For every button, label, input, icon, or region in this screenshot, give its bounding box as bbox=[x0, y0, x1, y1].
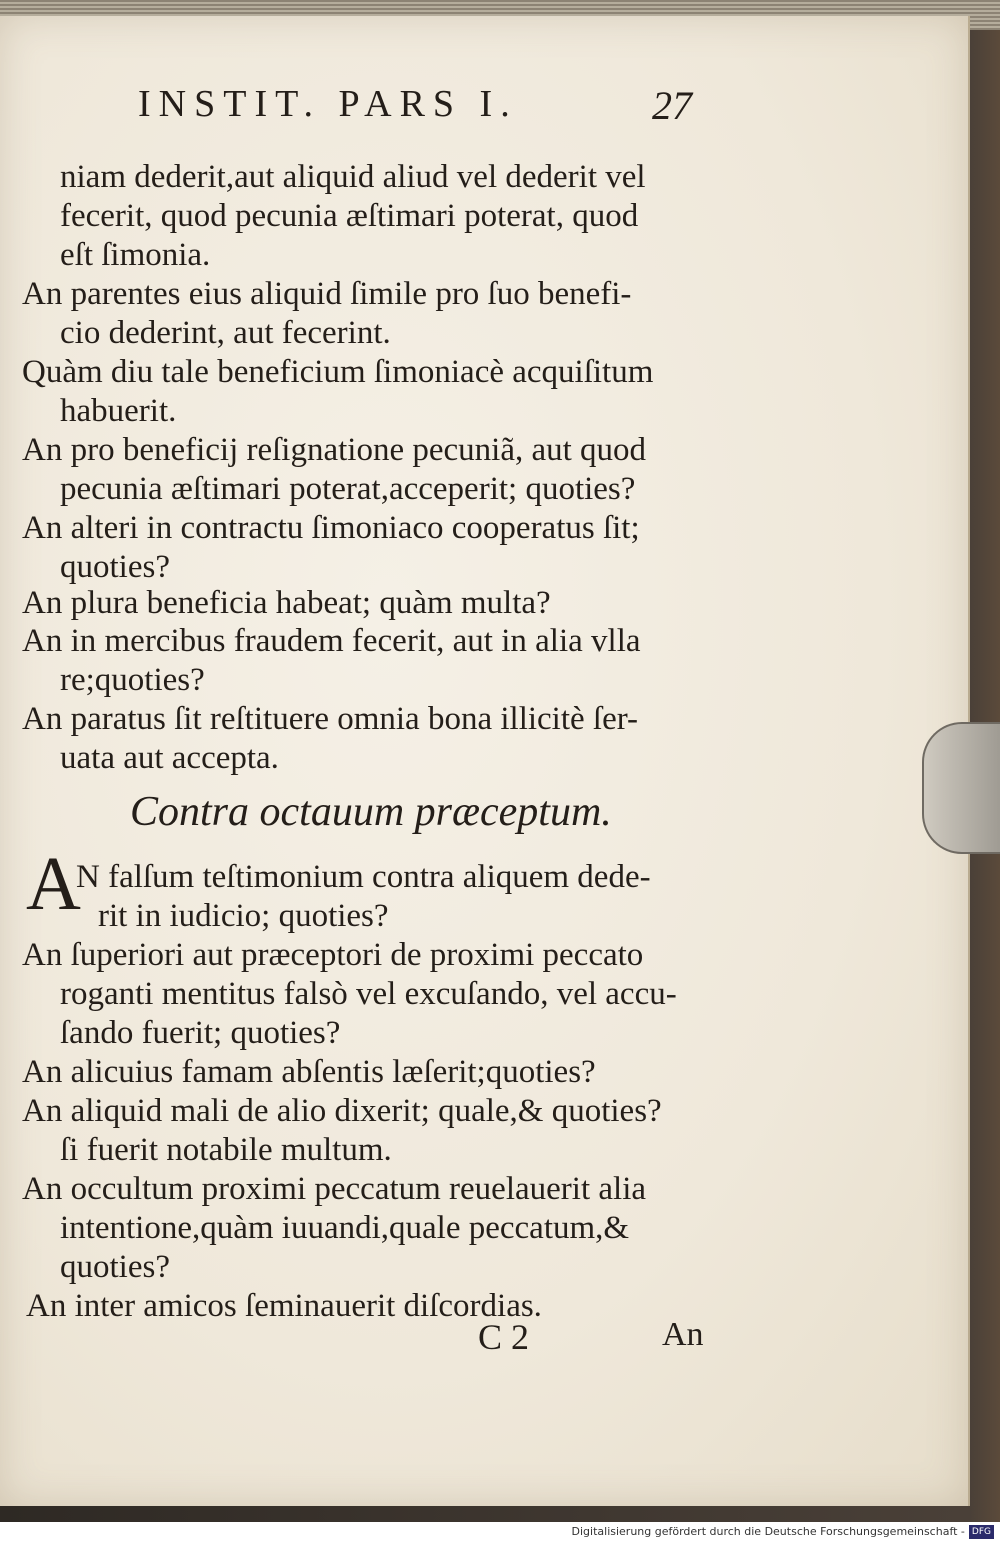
text-line: An aliquid mali de alio dixerit; quale,& quoties? bbox=[22, 1093, 662, 1129]
text-line: An alteri in contractu ſimoniaco cooperatus ſit; bbox=[22, 510, 640, 546]
text-line: ſando fuerit; quoties? bbox=[60, 1015, 341, 1051]
text-line: An paratus ſit reſtituere omnia bona illicitè ſer- bbox=[22, 701, 639, 737]
text-line: eſt ſimonia. bbox=[60, 237, 211, 273]
signature-mark: C 2 bbox=[478, 1317, 530, 1357]
text-line: niam dederit,aut aliquid aliud vel dederit vel bbox=[60, 159, 646, 195]
footer-credit: Digitalisierung gefördert durch die Deutsche Forschungsgemeinschaft - bbox=[571, 1525, 965, 1538]
text-line: An inter amicos ſeminauerit diſcordias. bbox=[26, 1288, 542, 1324]
text-line: An parentes eius aliquid ſimile pro ſuo benefi- bbox=[22, 276, 632, 312]
text-line: An occultum proximi peccatum reuelauerit alia bbox=[22, 1171, 647, 1207]
text-line: habuerit. bbox=[60, 393, 177, 429]
text-line: rit in iudicio; quoties? bbox=[98, 898, 389, 934]
text-line: An in mercibus fraudem fecerit, aut in alia vlla bbox=[22, 623, 641, 659]
text-line: An ſuperiori aut præceptori de proximi peccato bbox=[22, 937, 644, 973]
text-line: quoties? bbox=[60, 1249, 170, 1285]
text-line: An alicuius famam abſentis læſerit;quoties? bbox=[22, 1054, 596, 1090]
text-line: re;quoties? bbox=[60, 662, 205, 698]
text-line: cio dederint, aut fecerint. bbox=[60, 315, 391, 351]
text-line: An pro beneficij reſignatione pecuniã, aut quod bbox=[22, 432, 647, 468]
text-line: uata aut accepta. bbox=[60, 740, 279, 776]
text-line: ſi fuerit notabile multum. bbox=[60, 1132, 392, 1168]
digitization-footer bbox=[0, 1522, 1000, 1542]
text-line: quoties? bbox=[60, 549, 170, 585]
text-line: roganti mentitus falsò vel excuſando, vel accu- bbox=[60, 976, 677, 1012]
text-line: pecunia æſtimari poterat,acceperit; quoties? bbox=[60, 471, 636, 507]
text-line: N falſum teſtimonium contra aliquem dede- bbox=[76, 859, 651, 895]
text-line: An plura beneficia habeat; quàm multa? bbox=[22, 585, 551, 621]
section-heading: Contra octauum præceptum. bbox=[130, 789, 612, 835]
running-head: INSTIT. PARS I. bbox=[138, 83, 518, 125]
drop-cap: A bbox=[26, 842, 81, 926]
text-line: intentione,quàm iuuandi,quale peccatum,& bbox=[60, 1210, 630, 1246]
text-line: Quàm diu tale beneficium ſimoniacè acquiſitum bbox=[22, 354, 654, 390]
text-line: fecerit, quod pecunia æſtimari poterat, quod bbox=[60, 198, 639, 234]
catchword: An bbox=[662, 1316, 704, 1353]
dfg-logo: DFG bbox=[969, 1525, 994, 1539]
page-number: 27 bbox=[652, 83, 692, 128]
